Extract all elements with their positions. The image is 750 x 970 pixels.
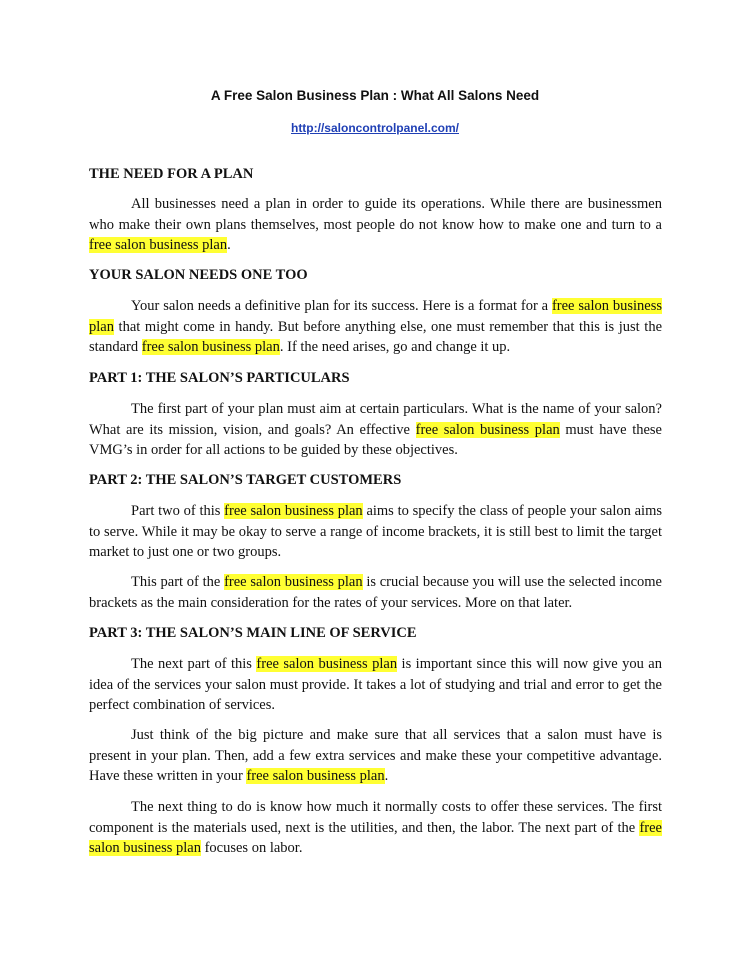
document-title: A Free Salon Business Plan : What All Salons Need	[210, 88, 540, 103]
paragraph-text: is crucial because you will use the selected income brackets as the main consideration for the rates of your services. More on that later.	[89, 574, 662, 611]
paragraph-text: All businesses need a plan in order to guide its operations. While there are businessmen who make their own plans themselves, most people do not know how to make one and turn to a	[89, 196, 662, 233]
paragraph-text: focuses on labor.	[200, 840, 303, 856]
paragraph-text: Just think of the big picture and make sure that all services that a salon must have is present in your plan. Then, add a few extra services and make these your competitive advantage. Have these written in your	[89, 727, 662, 784]
heading-salon-needs-one: YOUR SALON NEEDS ONE TOO	[89, 267, 308, 283]
paragraph-text: must have these VMG’s in order for all actions to be guided by these objectives.	[89, 421, 662, 458]
paragraph-text: is important since this will now give you an idea of the services your salon must provide. It takes a lot of studying and trial and error to get the perfect combination of services.	[89, 656, 662, 713]
paragraph-text: Your salon needs a definitive plan for its success. Here is a format for a	[131, 298, 552, 314]
paragraph-text: The next part of this	[131, 656, 257, 672]
highlighted-phrase: free salon business plan	[224, 503, 363, 519]
highlighted-phrase: free salon business plan	[89, 819, 662, 856]
paragraph-text: that might come in handy. But before anything else, one must remember that this is just the standard	[89, 318, 662, 355]
highlighted-phrase: free salon business plan	[141, 339, 280, 355]
heading-part-2: PART 2: THE SALON’S TARGET CUSTOMERS	[89, 472, 402, 488]
paragraph-text: Part two of this	[131, 503, 225, 519]
paragraph	[89, 296, 662, 358]
highlighted-phrase: free salon business plan	[246, 768, 385, 784]
paragraph	[89, 725, 662, 787]
highlighted-phrase: free salon business plan	[256, 656, 398, 672]
paragraph	[89, 501, 662, 563]
paragraph-text: The first part of your plan must aim at certain particulars. What is the name of your salon? What are its mission, vision, and goals? An effective	[89, 401, 662, 438]
paragraph	[89, 654, 662, 716]
paragraph-text: . If the need arises, go and change it up.	[279, 339, 511, 355]
paragraph-text: aims to specify the class of people your salon aims to serve. While it may be okay to serve a range of income brackets, it is still best to limit the target market to just one or two groups.	[89, 503, 662, 560]
heading-part-3: PART 3: THE SALON’S MAIN LINE OF SERVICE	[89, 625, 417, 641]
paragraph	[89, 797, 662, 859]
paragraph-text: .	[384, 768, 389, 784]
paragraph	[89, 399, 662, 461]
paragraph-text: The next thing to do is know how much it normally costs to offer these services. The first component is the materials used, next is the utilities, and then, the labor. The next part of the	[89, 799, 662, 836]
heading-part-1: PART 1: THE SALON’S PARTICULARS	[89, 370, 350, 386]
heading-need-for-plan: THE NEED FOR A PLAN	[89, 166, 254, 182]
website-link[interactable]: http://saloncontrolpanel.com/	[290, 121, 459, 135]
paragraph-text: This part of the	[131, 574, 225, 590]
paragraph	[89, 572, 662, 613]
paragraph-text: .	[227, 237, 231, 253]
highlighted-phrase: free salon business plan	[415, 421, 560, 438]
highlighted-phrase: free salon business plan	[89, 298, 662, 335]
highlighted-phrase: free salon business plan	[89, 237, 228, 253]
paragraph	[89, 194, 662, 256]
highlighted-phrase: free salon business plan	[224, 574, 363, 590]
